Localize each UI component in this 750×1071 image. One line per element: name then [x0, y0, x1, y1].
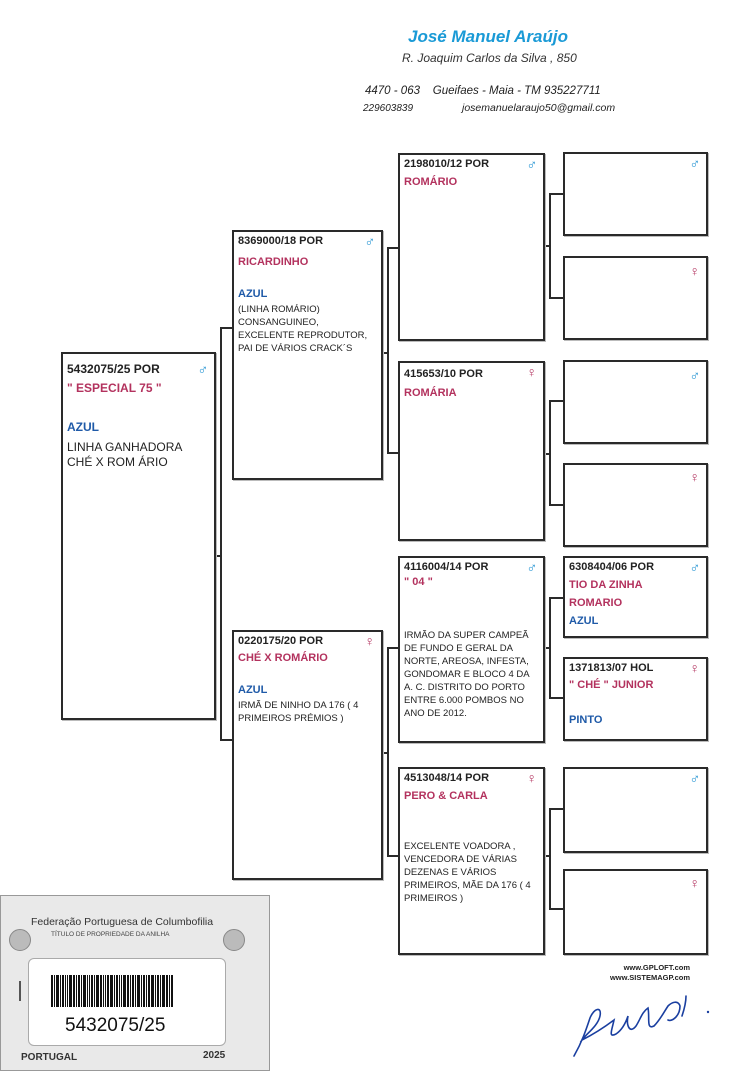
pedigree-ggp-7	[563, 767, 708, 853]
connector	[549, 597, 551, 699]
ring-number: 8369000/18 POR	[238, 235, 324, 247]
male-icon: ♂	[689, 155, 700, 171]
federation-name: Federação Portuguesa de Columbofilia	[31, 916, 214, 928]
pigeon-notes: PRIMEIROS )	[404, 893, 464, 904]
owner-address: R. Joaquim Carlos da Silva , 850	[402, 51, 577, 65]
pigeon-color: AZUL	[238, 684, 268, 696]
male-icon: ♂	[526, 156, 537, 172]
ring-number: 4513048/14 POR	[404, 772, 490, 784]
connector	[387, 247, 389, 453]
connector	[549, 400, 563, 402]
pedigree-dam	[232, 630, 383, 880]
pigeon-name: RICARDINHO	[238, 256, 309, 268]
connector	[549, 400, 551, 506]
card-year: 2025	[203, 1050, 226, 1061]
owner-city-line: 4470 - 063 Gueifaes - Maia - TM 935227711	[365, 85, 601, 97]
pigeon-notes: A. C. DISTRITO DO PORTO	[404, 682, 525, 693]
pigeon-notes: CHÉ X ROM ÁRIO	[67, 455, 168, 469]
footer-links	[598, 963, 690, 983]
female-icon: ♀	[526, 364, 537, 380]
pedigree-dam-dam	[398, 767, 545, 955]
female-icon: ♀	[689, 875, 700, 891]
pigeon-name: " 04 "	[404, 576, 433, 588]
pedigree-ggp-1	[563, 152, 708, 236]
ring-ownership-card	[0, 895, 270, 1071]
pigeon-name: ROMÁRIO	[404, 176, 458, 188]
connector	[549, 908, 563, 910]
connector	[549, 697, 563, 699]
pedigree-ggp-3	[563, 360, 708, 444]
footer-link[interactable]: www.SISTEMAGP.com	[609, 973, 690, 982]
pigeon-notes: ENTRE 6.000 POMBOS NO	[404, 695, 524, 706]
pigeon-name: " ESPECIAL 75 "	[67, 381, 162, 395]
pedigree-dam-sire	[398, 556, 545, 743]
pigeon-notes: IRMÃO DA SUPER CAMPEÃ	[404, 630, 529, 641]
male-icon: ♂	[689, 559, 700, 575]
pigeon-name: CHÉ X ROMÁRIO	[238, 652, 328, 664]
ring-number: 5432075/25 POR	[67, 362, 160, 376]
connector	[549, 193, 563, 195]
pigeon-color: AZUL	[238, 288, 268, 300]
pigeon-notes: IRMÃ DE NINHO DA 176 ( 4	[238, 700, 359, 711]
connector	[549, 808, 551, 910]
female-icon: ♀	[689, 263, 700, 279]
pigeon-notes: NORTE, AREOSA, INFESTA,	[404, 656, 529, 667]
barcode-image	[51, 975, 201, 1007]
ring-number: 4116004/14 POR	[404, 561, 489, 573]
pigeon-notes: PRIMEIROS, MÃE DA 176 ( 4	[404, 880, 531, 891]
connector	[549, 193, 551, 299]
connector	[387, 647, 389, 857]
card-country: PORTUGAL	[21, 1052, 78, 1063]
male-icon: ♂	[689, 770, 700, 786]
pigeon-name: TIO DA ZINHA	[569, 579, 643, 591]
pigeon-notes: PRIMEIROS PRÉMIOS )	[238, 713, 344, 724]
pedigree-ggp-8	[563, 869, 708, 955]
pigeon-notes: CONSANGUINEO,	[238, 317, 319, 328]
owner-phone: 229603839	[363, 103, 414, 114]
female-icon: ♀	[689, 469, 700, 485]
pigeon-notes: VENCEDORA DE VÁRIAS	[404, 854, 517, 865]
pedigree-subject	[61, 352, 216, 720]
card-mark	[19, 981, 21, 1001]
connector	[549, 297, 563, 299]
male-icon: ♂	[689, 367, 700, 383]
pedigree-sire-dam	[398, 361, 545, 541]
pedigree-sire	[232, 230, 383, 480]
footer-link[interactable]: www.GPLOFT.com	[623, 963, 690, 972]
owner-name: José Manuel Araújo	[408, 27, 568, 46]
pigeon-notes: (LINHA ROMÁRIO)	[238, 304, 320, 315]
federation-emblem-icon	[9, 929, 31, 951]
connector	[220, 327, 222, 740]
female-icon: ♀	[526, 770, 537, 786]
federation-emblem-icon	[223, 929, 245, 951]
male-icon: ♂	[197, 361, 208, 377]
connector	[549, 808, 563, 810]
pigeon-color: AZUL	[67, 420, 99, 434]
pigeon-color: PINTO	[569, 714, 603, 726]
connector	[549, 504, 563, 506]
card-barcode-panel	[28, 958, 226, 1046]
card-ring-number: 5432075/25	[65, 1015, 166, 1036]
ring-number: 1371813/07 HOL	[569, 662, 654, 674]
pigeon-color: AZUL	[569, 615, 599, 627]
pedigree-sire-sire	[398, 153, 545, 341]
pigeon-notes: DEZENAS E VÁRIOS	[404, 867, 497, 878]
card-title: TÍTULO DE PROPRIEDADE DA ANILHA	[51, 931, 170, 938]
pigeon-name: PERO & CARLA	[404, 790, 488, 802]
pigeon-name-line-2: ROMARIO	[569, 597, 623, 609]
pigeon-notes: DE FUNDO E GERAL DA	[404, 643, 513, 654]
pigeon-name: " CHÉ " JUNIOR	[569, 679, 654, 691]
pigeon-notes: GONDOMAR E BLOCO 4 DA	[404, 669, 530, 680]
pedigree-ggp-4	[563, 463, 708, 547]
owner-email: josemanuelaraujo50@gmail.com	[462, 102, 616, 114]
pigeon-name: ROMÁRIA	[404, 387, 457, 399]
pedigree-ggp-2	[563, 256, 708, 340]
male-icon: ♂	[526, 559, 537, 575]
male-icon: ♂	[364, 233, 375, 249]
signature-image	[568, 990, 718, 1062]
pigeon-notes: EXCELENTE REPRODUTOR,	[238, 330, 368, 341]
pedigree-dam-sire-sire	[563, 556, 708, 638]
connector	[549, 597, 563, 599]
pigeon-notes: LINHA GANHADORA	[67, 440, 183, 454]
ring-number: 415653/10 POR	[404, 368, 483, 380]
female-icon: ♀	[689, 660, 700, 676]
ring-number: 0220175/20 POR	[238, 635, 324, 647]
ring-number: 2198010/12 POR	[404, 158, 490, 170]
pigeon-notes: ANO DE 2012.	[404, 708, 467, 719]
pigeon-notes: EXCELENTE VOADORA ,	[404, 841, 516, 852]
female-icon: ♀	[364, 633, 375, 649]
pigeon-notes: PAI DE VÁRIOS CRACK´S	[238, 343, 353, 354]
pedigree-dam-sire-dam	[563, 657, 708, 741]
ring-number: 6308404/06 POR	[569, 561, 655, 573]
